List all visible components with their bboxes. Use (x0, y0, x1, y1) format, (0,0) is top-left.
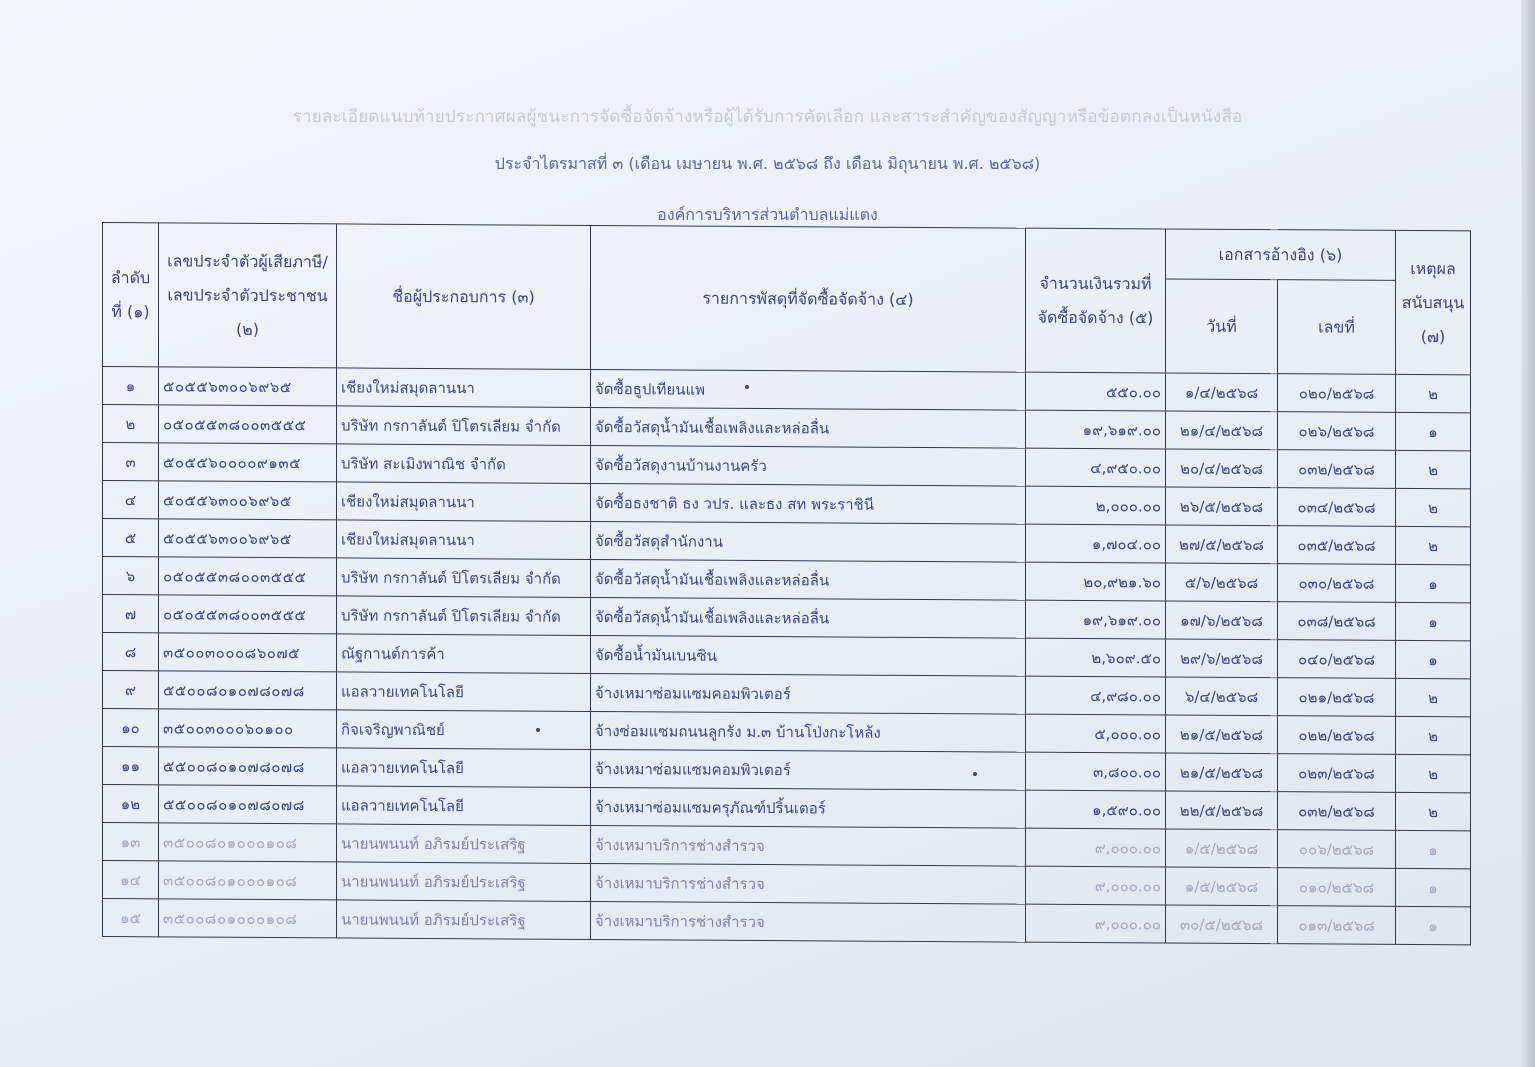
cell-no: ๑๐ (103, 709, 159, 747)
cell-reason: ๑ (1396, 412, 1471, 450)
cell-amount: ๙,๐๐๐.๐๐ (1026, 828, 1166, 867)
cell-item: จัดซื้อวัสดุน้ำมันเชื้อเพลิงและหล่อลื่น (591, 407, 1026, 448)
document-subtitle: ประจำไตรมาสที่ ๓ (เดือน เมษายน พ.ศ. ๒๕๖๘ ถึง เดือน มิถุนายน พ.ศ. ๒๕๖๘) (494, 154, 1041, 173)
cell-reason: ๒ (1396, 754, 1471, 792)
cell-vendor: แอลวายเทคโนโลยี (337, 672, 591, 712)
cell-reason: ๑ (1396, 868, 1471, 906)
cell-tax-id: ๓๕๐๐๓๐๐๐๖๐๑๐๐ (159, 709, 337, 748)
cell-tax-id: ๕๕๐๐๘๐๑๐๗๘๐๗๘ (159, 785, 337, 824)
cell-reason: ๑ (1396, 906, 1471, 944)
cell-tax-id: ๐๕๐๕๕๓๘๐๐๓๕๕๕ (159, 405, 337, 444)
cell-vendor: กิจเจริญพาณิชย์ (337, 710, 591, 750)
cell-item: จัดซื้อวัสดุน้ำมันเชื้อเพลิงและหล่อลื่น (591, 559, 1026, 600)
procurement-table (102, 222, 1471, 945)
speck (973, 772, 977, 776)
speck (536, 728, 540, 732)
cell-item: จ้างเหมาบริการช่างสำรวจ (591, 863, 1026, 904)
header-vendor: ชื่อผู้ประกอบการ (๓) (337, 224, 591, 370)
cell-item: จ้างเหมาบริการช่างสำรวจ (591, 901, 1026, 942)
cell-date: ๑/๔/๒๕๖๘ (1166, 373, 1278, 412)
header-date: วันที่ (1166, 279, 1278, 374)
cell-date: ๒๑/๔/๒๕๖๘ (1166, 411, 1278, 450)
cell-tax-id: ๓๕๐๐๘๐๑๐๐๐๑๐๘ (159, 823, 337, 862)
header-amount: จำนวนเงินรวมที่จัดซื้อจัดจ้าง (๕) (1026, 228, 1166, 373)
cell-item: จ้างเหมาซ่อมแซมครุภัณฑ์ปริ้นเตอร์ (591, 787, 1026, 828)
cell-amount: ๙,๐๐๐.๐๐ (1026, 866, 1166, 905)
cell-number: ๐๓๒/๒๕๖๘ (1278, 792, 1396, 831)
cell-date: ๑/๕/๒๕๖๘ (1166, 829, 1278, 868)
cell-reason: ๒ (1396, 716, 1471, 754)
cell-number: ๐๓๘/๒๕๖๘ (1278, 602, 1396, 641)
cell-tax-id: ๕๕๐๐๘๐๑๐๗๘๐๗๘ (159, 671, 337, 710)
header-reason: เหตุผลสนับสนุน (๗) (1396, 230, 1471, 374)
cell-vendor: นายนพนนท์ อภิรมย์ประเสริฐ (337, 862, 591, 902)
cell-item: จัดซื้อธงชาติ ธง วปร. และธง สท พระราชินี (591, 483, 1026, 524)
cell-number: ๐๓๒/๒๕๖๘ (1278, 450, 1396, 489)
cell-vendor: นายนพนนท์ อภิรมย์ประเสริฐ (337, 824, 591, 864)
cell-vendor: บริษัท สะเมิงพาณิช จำกัด (337, 444, 591, 484)
cell-reason: ๒ (1396, 374, 1471, 412)
cell-number: ๐๑๐/๒๕๖๘ (1278, 868, 1396, 907)
cell-item: จัดซื้อวัสดุงานบ้านงานครัว (591, 445, 1026, 486)
cell-item: จ้างเหมาซ่อมแซมคอมพิวเตอร์ (591, 749, 1026, 790)
cell-amount: ๑,๗๐๔.๐๐ (1026, 524, 1166, 563)
cell-vendor: เชียงใหม่สมุดลานนา (337, 520, 591, 560)
cell-no: ๒ (103, 405, 159, 443)
cell-reason: ๒ (1396, 526, 1471, 564)
cell-number: ๐๑๓/๒๕๖๘ (1278, 906, 1396, 945)
cell-reason: ๒ (1396, 488, 1471, 526)
cell-amount: ๙,๐๐๐.๐๐ (1026, 904, 1166, 943)
cell-vendor: แอลวายเทคโนโลยี (337, 786, 591, 826)
cell-number: ๐๒๖/๒๕๖๘ (1278, 412, 1396, 451)
cell-reason: ๑ (1396, 602, 1471, 640)
cell-item: จ้างเหมาบริการช่างสำรวจ (591, 825, 1026, 866)
cell-date: ๒๑/๕/๒๕๖๘ (1166, 753, 1278, 792)
cell-no: ๗ (103, 595, 159, 633)
cell-date: ๒๐/๔/๒๕๖๘ (1166, 449, 1278, 488)
cell-number: ๐๒๐/๒๕๖๘ (1278, 374, 1396, 413)
cell-tax-id: ๕๐๕๕๖๓๐๐๖๙๖๕ (159, 481, 337, 520)
cell-date: ๓๐/๕/๒๕๖๘ (1166, 905, 1278, 944)
cell-amount: ๒,๐๐๐.๐๐ (1026, 486, 1166, 525)
cell-date: ๑/๕/๒๕๖๘ (1166, 867, 1278, 906)
cell-item: จ้างเหมาซ่อมแซมคอมพิวเตอร์ (591, 673, 1026, 714)
cell-tax-id: ๓๕๐๐๓๐๐๐๘๖๐๗๕ (159, 633, 337, 672)
cell-item: จัดซื้อน้ำมันเบนซิน (591, 635, 1026, 676)
cell-vendor: เชียงใหม่สมุดลานนา (337, 482, 591, 522)
cell-no: ๑๑ (103, 747, 159, 785)
organization-name: องค์การบริหารส่วนตำบลแม่แตง (657, 205, 878, 224)
cell-item: จัดซื้อธูปเทียนแพ (591, 369, 1026, 410)
cell-tax-id: ๓๕๐๐๘๐๑๐๐๐๑๐๘ (159, 861, 337, 900)
cell-vendor: บริษัท กรกาลันต์ ปิโตรเลียม จำกัด (337, 596, 591, 636)
cell-vendor: นายนพนนท์ อภิรมย์ประเสริฐ (337, 900, 591, 940)
cell-tax-id: ๕๐๕๕๖๓๐๐๖๙๖๕ (159, 519, 337, 558)
cell-amount: ๓,๘๐๐.๐๐ (1026, 752, 1166, 791)
cell-number: ๐๒๓/๒๕๖๘ (1278, 754, 1396, 793)
cell-number: ๐๓๔/๒๕๖๘ (1278, 488, 1396, 527)
cell-number: ๐๓๕/๒๕๖๘ (1278, 526, 1396, 565)
header-item: รายการพัสดุที่จัดซื้อจัดจ้าง (๔) (591, 225, 1026, 372)
cell-number: ๐๒๑/๒๕๖๘ (1278, 678, 1396, 717)
cell-no: ๕ (103, 519, 159, 557)
cell-reason: ๑ (1396, 640, 1471, 678)
cell-tax-id: ๓๕๐๐๘๐๑๐๐๐๑๐๘ (159, 899, 337, 938)
cell-item: จัดซื้อวัสดุสำนักงาน (591, 521, 1026, 562)
cell-no: ๘ (103, 633, 159, 671)
cell-date: ๒๒/๕/๒๕๖๘ (1166, 791, 1278, 830)
cell-tax-id: ๐๕๐๕๕๓๘๐๐๓๕๕๕ (159, 595, 337, 634)
cell-date: ๑๗/๖/๒๕๖๘ (1166, 601, 1278, 640)
cell-amount: ๒๐,๙๒๑.๖๐ (1026, 562, 1166, 601)
cell-number: ๐๔๐/๒๕๖๘ (1278, 640, 1396, 679)
cell-amount: ๒,๖๐๙.๕๐ (1026, 638, 1166, 677)
cell-tax-id: ๐๕๐๕๕๓๘๐๐๓๕๕๕ (159, 557, 337, 596)
cell-amount: ๔,๙๘๐.๐๐ (1026, 676, 1166, 715)
cell-number: ๐๓๐/๒๕๖๘ (1278, 564, 1396, 603)
cell-item: จ้างซ่อมแซมถนนลูกรัง ม.๓ บ้านโป่งกะโหล้ง (591, 711, 1026, 752)
cell-date: ๒๙/๖/๒๕๖๘ (1166, 639, 1278, 678)
cell-no: ๔ (103, 481, 159, 519)
cell-tax-id: ๕๐๕๕๖๓๐๐๖๙๖๕ (159, 367, 337, 406)
speck (745, 385, 749, 389)
cell-no: ๑๒ (103, 785, 159, 823)
cell-date: ๒๑/๕/๒๕๖๘ (1166, 715, 1278, 754)
cell-no: ๑ (103, 367, 159, 405)
cell-no: ๖ (103, 557, 159, 595)
cell-reason: ๑ (1396, 830, 1471, 868)
cell-tax-id: ๕๕๐๐๘๐๑๐๗๘๐๗๘ (159, 747, 337, 786)
document-title: รายละเอียดแนบท้ายประกาศผลผู้ชนะการจัดซื้อจัดจ้างหรือผู้ได้รับการคัดเลือก และสาระสำคัญของสัญญาหรือข้อตกลงเป็นหนังสือ (292, 107, 1243, 127)
cell-vendor: บริษัท กรกาลันต์ ปิโตรเลียม จำกัด (337, 558, 591, 598)
cell-item: จัดซื้อวัสดุน้ำมันเชื้อเพลิงและหล่อลื่น (591, 597, 1026, 638)
cell-no: ๑๕ (103, 899, 159, 937)
cell-amount: ๑๙,๖๑๙.๐๐ (1026, 410, 1166, 449)
header-tax-id: เลขประจำตัวผู้เสียภาษี/เลขประจำตัวประชาชน (๒) (159, 223, 337, 368)
cell-number: ๐๐๖/๒๕๖๘ (1278, 830, 1396, 869)
header-no: ลำดับที่ (๑) (103, 223, 159, 367)
cell-vendor: แอลวายเทคโนโลยี (337, 748, 591, 788)
cell-vendor: บริษัท กรกาลันต์ ปิโตรเลียม จำกัด (337, 406, 591, 446)
cell-no: ๓ (103, 443, 159, 481)
cell-date: ๒๖/๕/๒๕๖๘ (1166, 487, 1278, 526)
cell-no: ๑๓ (103, 823, 159, 861)
header-reference: เอกสารอ้างอิง (๖) (1166, 229, 1396, 280)
table-row (103, 899, 1471, 945)
cell-reason: ๒ (1396, 450, 1471, 488)
header-number: เลขที่ (1278, 280, 1396, 375)
cell-no: ๑๔ (103, 861, 159, 899)
cell-number: ๐๒๒/๒๕๖๘ (1278, 716, 1396, 755)
cell-reason: ๑ (1396, 564, 1471, 602)
cell-amount: ๕,๐๐๐.๐๐ (1026, 714, 1166, 753)
cell-vendor: เชียงใหม่สมุดลานนา (337, 368, 591, 408)
cell-date: ๖/๔/๒๕๖๘ (1166, 677, 1278, 716)
cell-date: ๒๗/๕/๒๕๖๘ (1166, 525, 1278, 564)
cell-amount: ๔,๙๕๐.๐๐ (1026, 448, 1166, 487)
cell-vendor: ณัฐกานต์การค้า (337, 634, 591, 674)
cell-reason: ๒ (1396, 792, 1471, 830)
cell-amount: ๑๙,๖๑๙.๐๐ (1026, 600, 1166, 639)
cell-tax-id: ๕๐๕๕๖๐๐๐๐๙๑๓๕ (159, 443, 337, 482)
cell-no: ๙ (103, 671, 159, 709)
cell-reason: ๒ (1396, 678, 1471, 716)
cell-amount: ๕๕๐.๐๐ (1026, 372, 1166, 411)
cell-amount: ๑,๕๙๐.๐๐ (1026, 790, 1166, 829)
cell-date: ๕/๖/๒๕๖๘ (1166, 563, 1278, 602)
